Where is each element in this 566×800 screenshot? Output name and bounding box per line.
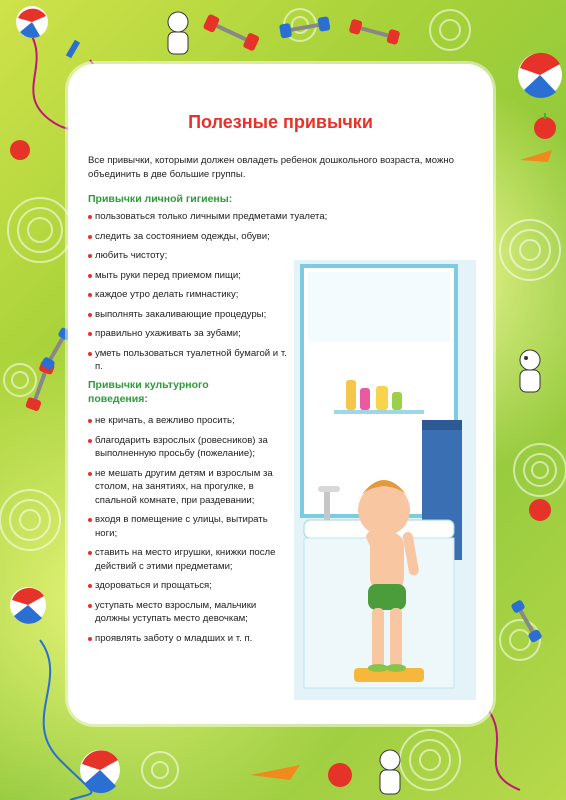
intro-text: Все привычки, которыми должен овладеть ребенок дошкольного возраста, можно объединить в две большие группы.	[88, 155, 454, 180]
list-item: пользоваться только личными предметами туалета;	[88, 210, 395, 224]
list-item: правильно ухаживать за зубами;	[88, 327, 293, 341]
child-washing-hands-illustration	[294, 260, 476, 700]
dumbbell-icon	[279, 16, 331, 38]
ball-icon	[10, 587, 46, 624]
list-item: выполнять закаливающие процедуры;	[88, 308, 293, 322]
page-title: Полезные привычки	[188, 112, 373, 132]
list-item: проявлять заботу о младших и т. п.	[88, 632, 288, 646]
apple-icon	[10, 140, 30, 160]
list-item: следить за состоянием одежды, обуви;	[88, 230, 293, 244]
carrot-icon	[250, 765, 300, 780]
list-item: уступать место взрослым, мальчики должны уступать место девочкам;	[88, 599, 288, 626]
toy-dog-icon	[380, 750, 400, 794]
ball-icon	[80, 750, 120, 793]
carrot-icon	[520, 150, 552, 162]
illustration-drawing	[294, 260, 476, 700]
dumbbell-icon	[203, 14, 261, 52]
behavior-list	[88, 414, 288, 651]
dumbbell-icon	[510, 599, 542, 643]
list-item: каждое утро делать гимнастику;	[88, 288, 293, 302]
ball-icon	[16, 6, 48, 38]
ball-icon	[518, 53, 562, 98]
list-item: здороваться и прощаться;	[88, 579, 288, 593]
list-item: благодарить взрослых (ровесников) за выполненную просьбу (пожелание);	[88, 434, 288, 461]
section-heading-behavior: Привычки культурного поведения:	[88, 379, 209, 405]
hygiene-list	[88, 210, 328, 380]
list-item: уметь пользоваться туалетной бумагой и т. п.	[88, 347, 293, 374]
list-item: не мешать другим детям и взрослым за столом, на занятиях, на прогулке, в спальной комнате, при раздевании;	[88, 467, 288, 508]
content-card	[68, 64, 493, 724]
apple-icon	[529, 499, 551, 521]
list-item: ставить на место игрушки, книжки после действий с этими предметами;	[88, 546, 288, 573]
section-heading-hygiene: Привычки личной гигиены:	[88, 193, 233, 205]
list-item: не кричать, а вежливо просить;	[88, 414, 288, 428]
list-item: мыть руки перед приемом пищи;	[88, 269, 293, 283]
apple-icon	[328, 763, 352, 787]
toy-dog-icon	[168, 12, 188, 54]
list-item: входя в помещение с улицы, вытирать ноги;	[88, 513, 288, 540]
toy-dog-icon	[520, 350, 540, 392]
list-item: любить чистоту;	[88, 249, 293, 263]
apple-icon	[534, 113, 556, 139]
dumbbell-icon	[349, 19, 401, 45]
